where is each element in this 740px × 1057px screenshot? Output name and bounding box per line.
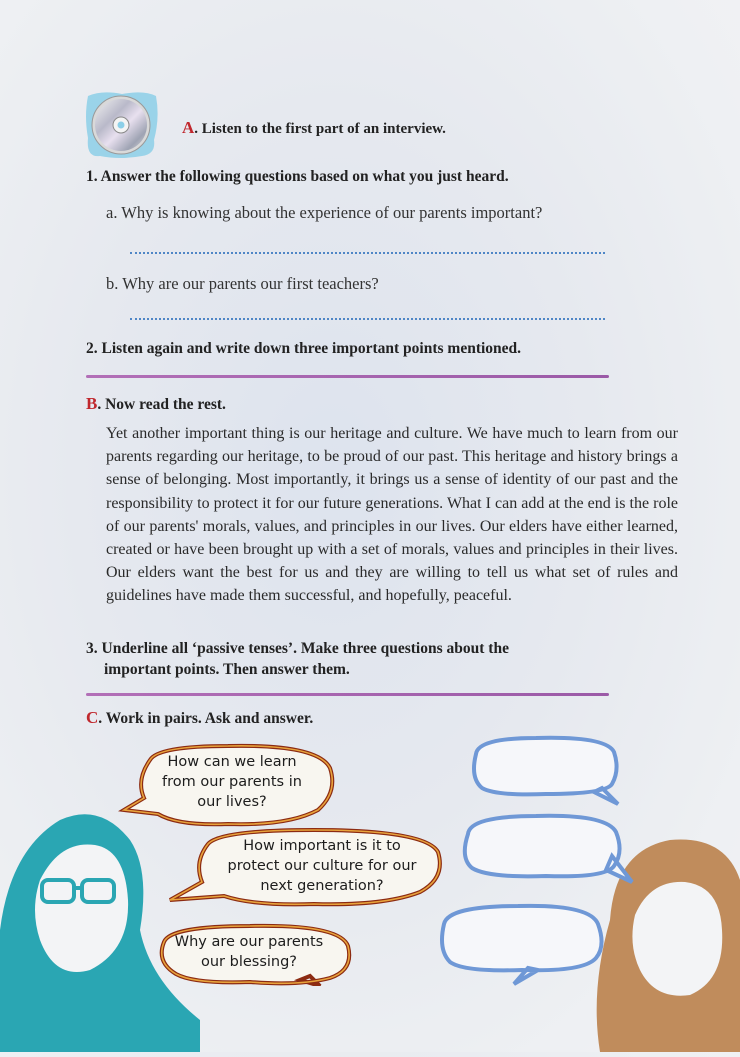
bubble-1-line-2: from our parents in [162, 774, 302, 790]
section-c-letter: C [86, 708, 99, 727]
speech-bubble-1 [118, 740, 340, 832]
section-c-heading [86, 708, 313, 728]
question-1b: b. Why are our parents our first teachers? [106, 274, 379, 293]
section-b-heading [86, 394, 226, 414]
section-a-letter: A [182, 118, 195, 137]
bubble-2-line-2: protect our culture for our [227, 858, 417, 874]
question-2-heading: 2. Listen again and write down three important points mentioned. [86, 340, 522, 357]
bubble-1-line-3: our lives? [197, 794, 267, 810]
section-divider-1 [86, 375, 609, 378]
answer-line-1a[interactable] [130, 252, 605, 254]
bubble-3-line-1: Why are our parents [174, 934, 324, 950]
section-a-instruction: . Listen to the first part of an interview. [194, 121, 446, 137]
bubble-3-line-2: our blessing? [200, 954, 297, 970]
bubble-2-line-1: How important is it to [243, 838, 401, 854]
question-1a: a. Why is knowing about the experience of our parents important? [106, 203, 543, 222]
bubble-2-line-3: next generation? [260, 878, 384, 894]
answer-line-1b[interactable] [130, 318, 605, 320]
empty-bubble-3[interactable] [434, 900, 610, 986]
section-c-instruction: . Work in pairs. Ask and answer. [98, 710, 314, 727]
bubble-1-line-1: How can we learn [167, 754, 297, 770]
empty-bubble-1[interactable] [466, 734, 626, 806]
question-3-line-2: important points. Then answer them. [104, 661, 350, 678]
question-3-line-1: 3. Underline all ‘passive tenses’. Make three questions about the [86, 640, 509, 657]
reading-passage: Yet another important thing is our heritage and culture. We have much to learn from our parents regarding our heritage, to be proud of our past. This heritage and history brings a sense of belonging. Most importantly, it brings us a sense of identity of our past and the responsibility to protect it for our future generations. What I can add at the end is the role of our parents' morals, values, and principles in our lives. Our elders have either learned, created or have been brought up with a set of morals, values and principles in their lives. Our elders want the best for us and they are willing to tell us what set of rules and guidelines have made them successful, and hopefully, peaceful. [106, 425, 678, 605]
section-b-letter: B [86, 394, 98, 413]
section-b-instruction: . Now read the rest. [97, 396, 226, 413]
cd-disc-icon [82, 88, 160, 160]
section-divider-2 [86, 693, 609, 696]
section-a-heading [182, 118, 446, 138]
speech-bubble-2 [164, 826, 448, 910]
empty-bubble-2[interactable] [456, 812, 636, 886]
speech-bubble-3 [150, 920, 356, 986]
question-1-heading: 1. Answer the following questions based on what you just heard. [86, 168, 509, 185]
